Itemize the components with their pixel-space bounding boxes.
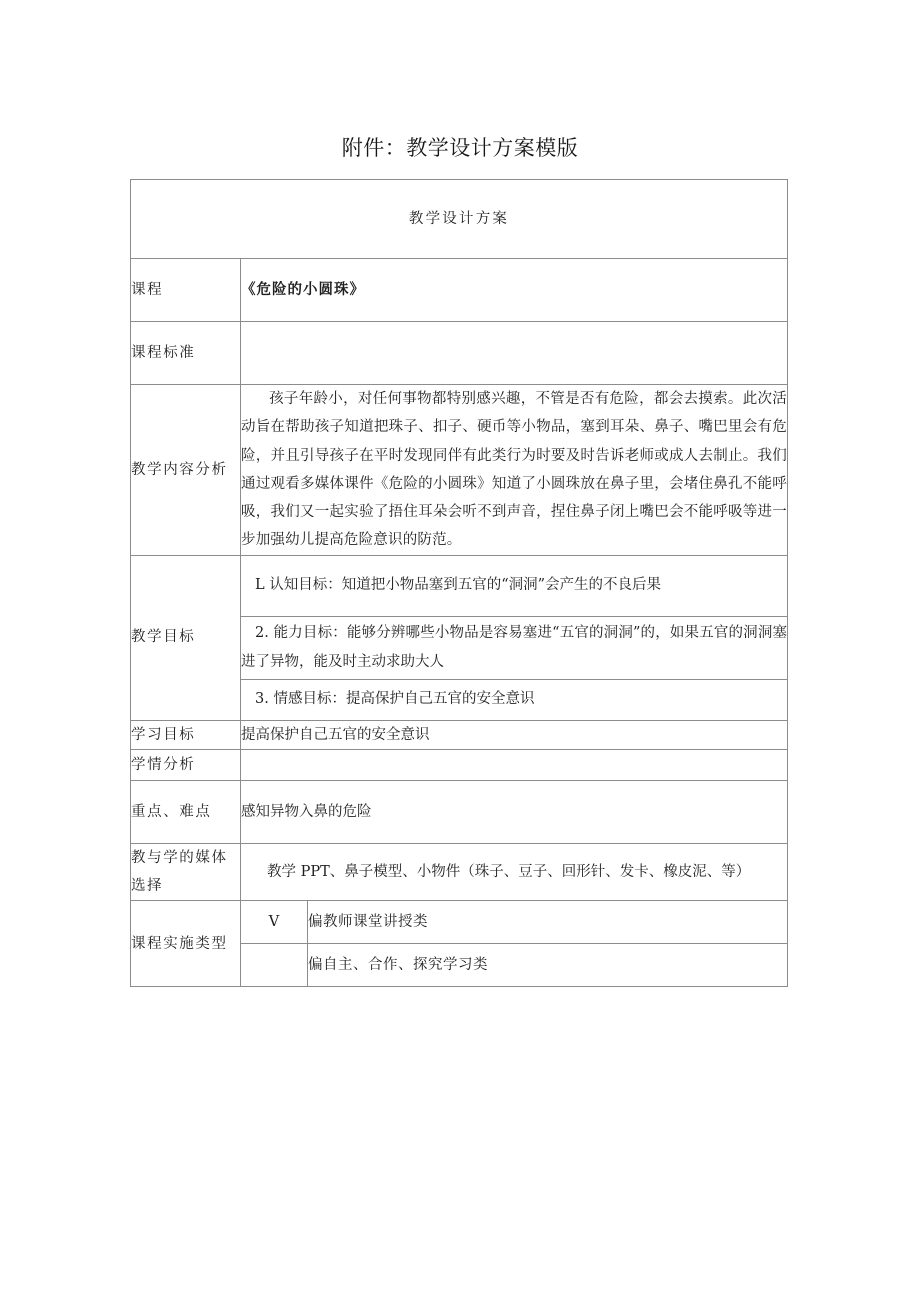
table-row-situation-analysis: [131, 749, 788, 780]
value-objective-1[interactable]: [241, 555, 788, 616]
teaching-design-table: [130, 179, 788, 987]
table-row-header: [131, 180, 788, 259]
table-row-media-selection: [131, 843, 788, 901]
value-learning-objectives[interactable]: 提高保护自己五官的安全意识: [241, 720, 788, 749]
table-row-learning-objectives: [131, 720, 788, 749]
value-content-analysis[interactable]: [241, 385, 788, 556]
page-title: 附件：教学设计方案模版: [341, 136, 579, 160]
objective-3-text: 3. 情感目标：提高保护自己五官的安全意识: [255, 691, 535, 708]
table-row-objective-1: [131, 555, 788, 616]
label-learning-objectives: 学习目标: [131, 720, 241, 749]
table-row-course-standard: [131, 322, 788, 385]
label-course: 课程: [131, 259, 241, 322]
value-course-standard[interactable]: [241, 322, 788, 385]
table-row-implementation-type-1: [131, 901, 788, 944]
label-teaching-objectives: 教学目标: [131, 555, 241, 720]
table-row-key-difficult-points: [131, 780, 788, 843]
content-analysis-text: 孩子年龄小，对任何事物都特别感兴趣，不管是否有危险，都会去摸索。此次活动旨在帮助孩子知道把珠子、扣子、硬币等小物品，塞到耳朵、鼻子、嘴巴里会有危险，并且引导孩子在平时发现同伴有此类行为时要及时告诉老师或成人去制止。我们通过观看多媒体课件《危险的小圆珠》知道了小圆珠放在鼻子里，会堵住鼻孔不能呼吸，我们又一起实验了捂住耳朵会听不到声音，捏住鼻子闭上嘴巴会不能呼吸等进一步加强幼儿提高危险意识的防范。: [241, 391, 787, 549]
value-media-selection[interactable]: [241, 843, 788, 901]
value-objective-2[interactable]: [241, 616, 788, 679]
objective-1-text: L 认知目标：知道把小物品塞到五官的“洞洞”会产生的不良后果: [255, 577, 662, 594]
label-content-analysis: 教学内容分析: [131, 385, 241, 556]
label-implementation-type: 课程实施类型: [131, 901, 241, 987]
value-implementation-type-2[interactable]: 偏自主、合作、探究学习类: [308, 944, 788, 987]
objective-2-text: 2. 能力目标：能够分辨哪些小物品是容易塞进“五官的洞洞”的，如果五官的洞洞塞进了异物，能及时主动求助大人: [241, 625, 787, 670]
value-objective-3[interactable]: [241, 679, 788, 720]
label-situation-analysis: 学情分析: [131, 749, 241, 780]
media-selection-text: 教学 PPT、鼻子模型、小物件（珠子、豆子、回形针、发卡、橡皮泥、等）: [267, 863, 751, 880]
table-row-course: [131, 259, 788, 322]
table-row-content-analysis: [131, 385, 788, 556]
label-key-difficult-points: 重点、难点: [131, 780, 241, 843]
value-course-name[interactable]: 《危险的小圆珠》: [241, 259, 788, 322]
checkbox-implementation-type-2[interactable]: [241, 944, 308, 987]
value-implementation-type-1[interactable]: 偏教师课堂讲授类: [308, 901, 788, 944]
checkbox-implementation-type-1[interactable]: V: [241, 901, 308, 944]
value-situation-analysis[interactable]: [241, 749, 788, 780]
table-header-cell: 教学设计方案: [131, 180, 788, 259]
value-key-difficult-points[interactable]: 感知异物入鼻的危险: [241, 780, 788, 843]
label-course-standard: 课程标准: [131, 322, 241, 385]
label-media-selection: 教与学的媒体选择: [131, 843, 241, 901]
